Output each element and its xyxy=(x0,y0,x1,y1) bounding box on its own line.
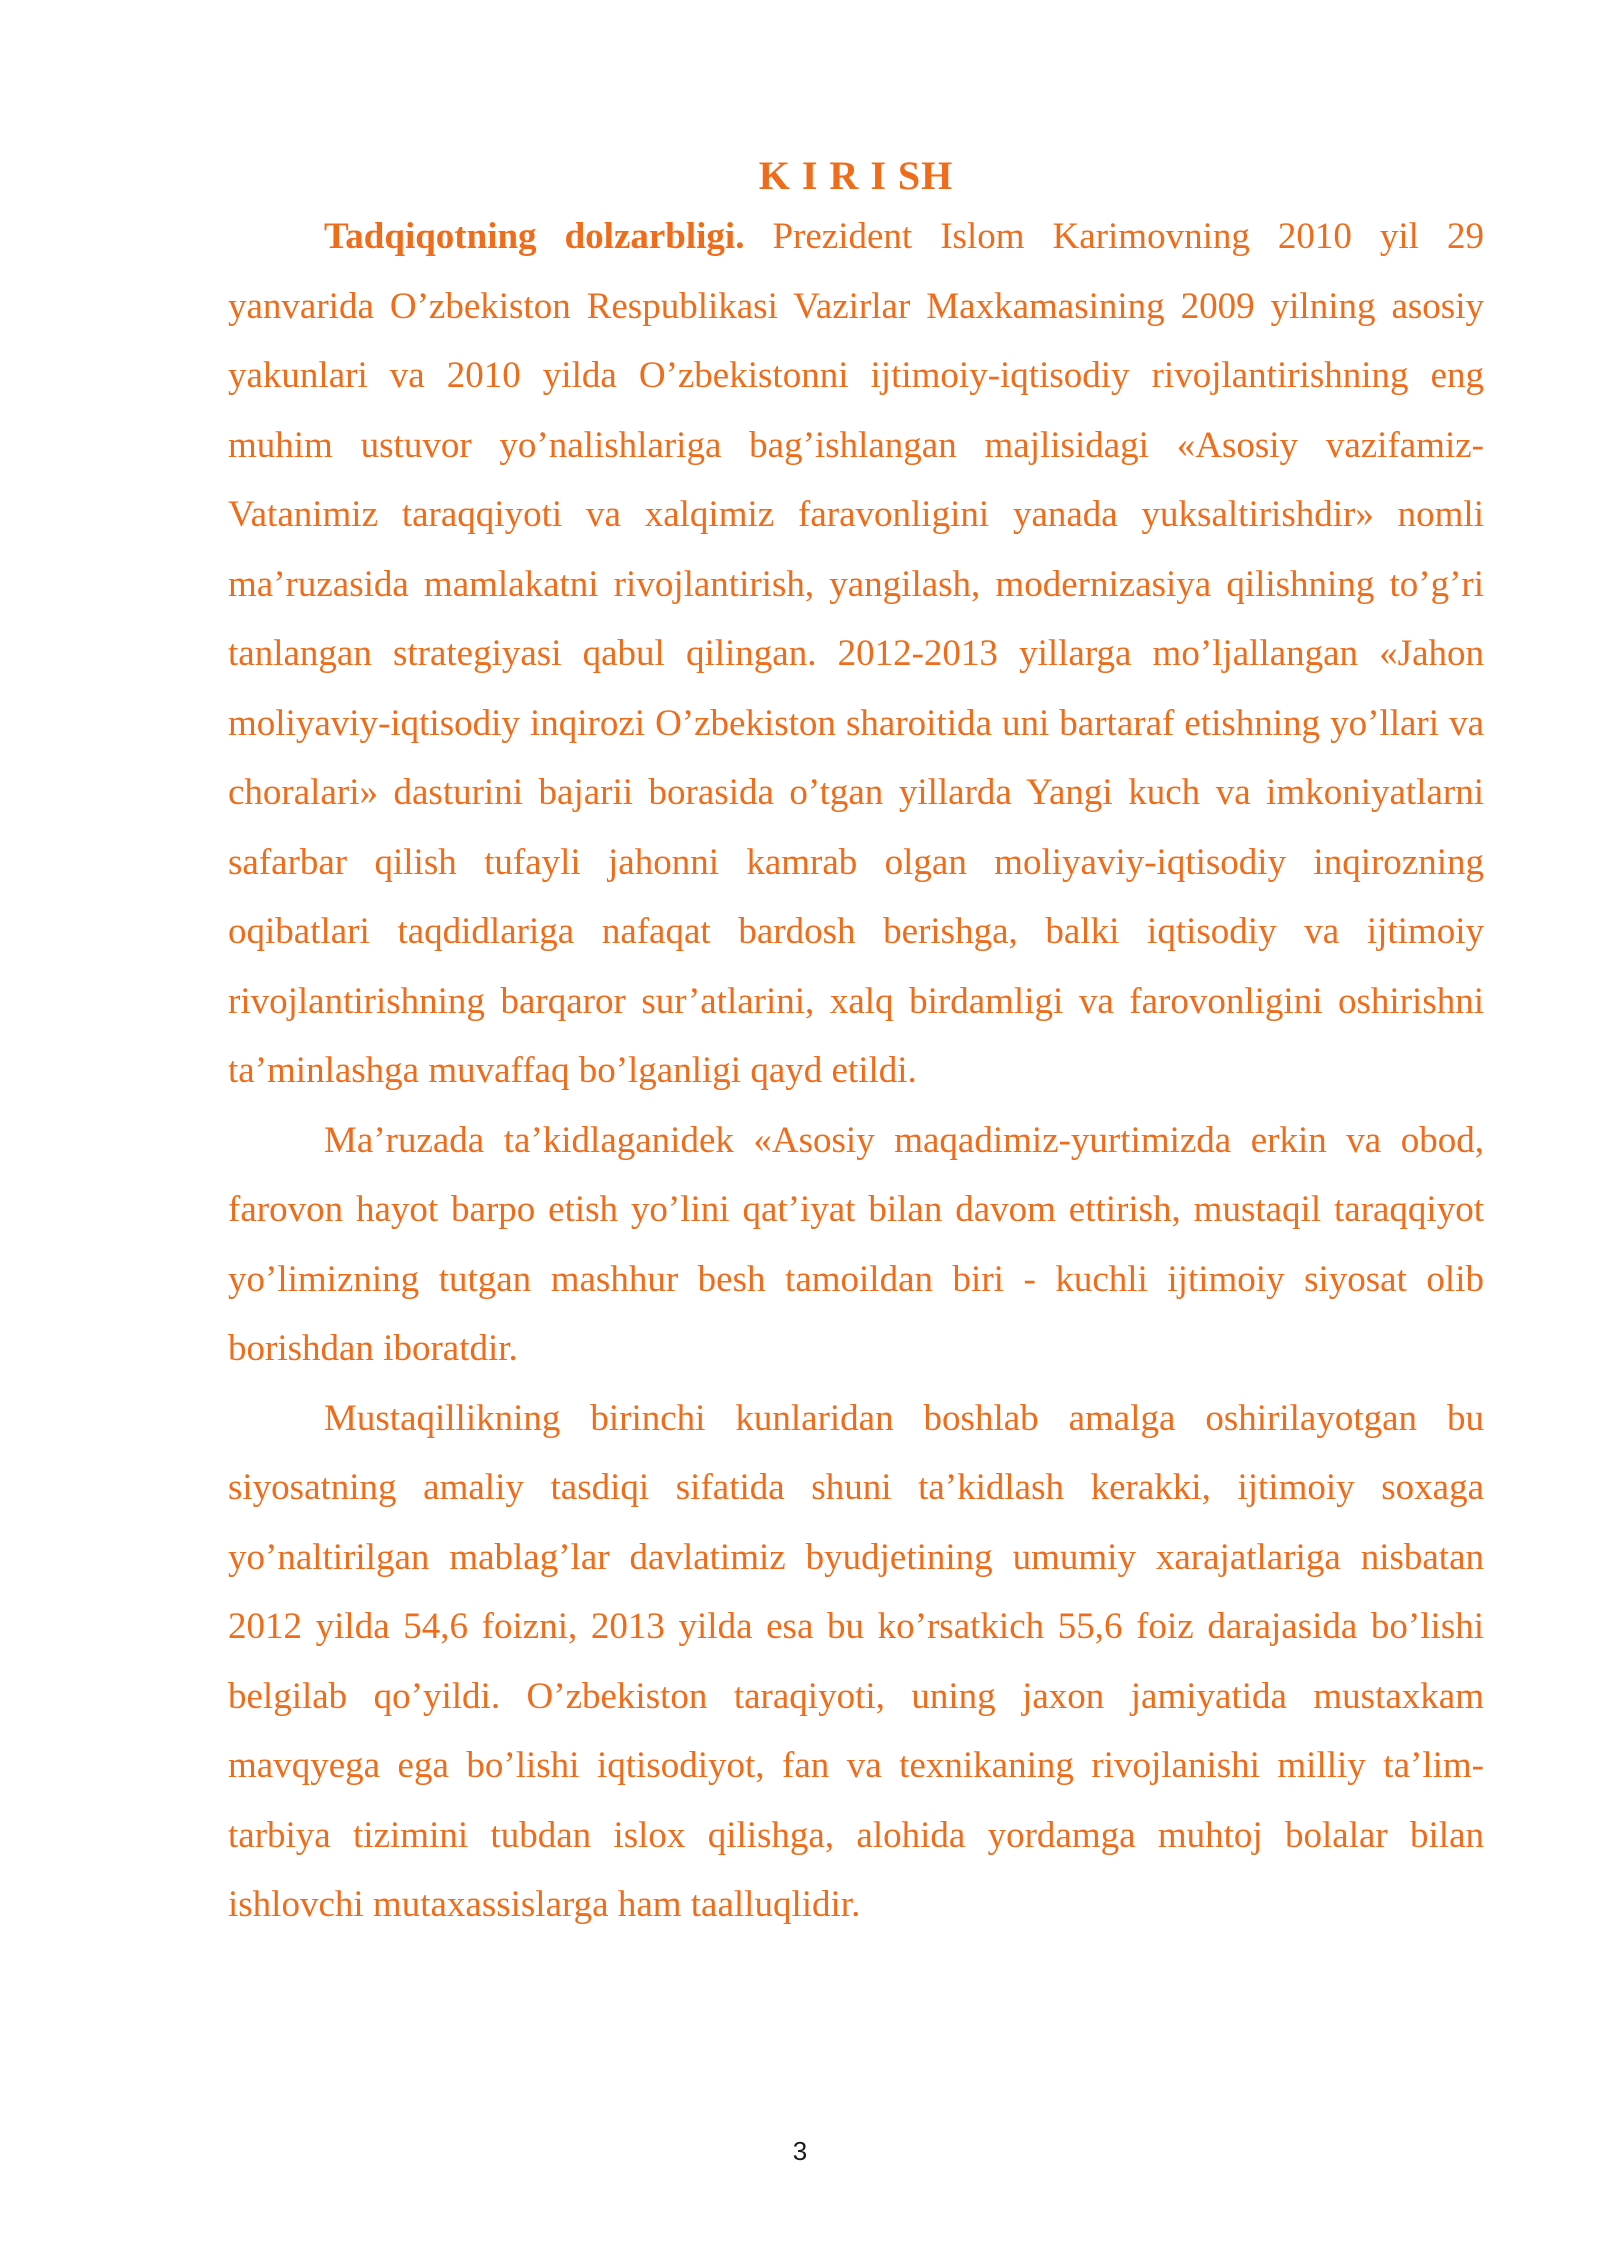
document-page xyxy=(228,150,1484,1940)
paragraph-3 xyxy=(228,1384,1484,1940)
paragraph-text: Ma’ruzada ta’kidlaganidek «Asosiy maqadimiz-yurtimizda erkin va obod, farovon hayot barpo etish yo’lini qat’iyat bilan davom ettirish, mustaqil taraqqiyot yo’limizning tutgan mashhur besh tamoildan biri - kuchli ijtimoiy siyosat olib borishdan iboratdir. xyxy=(228,1119,1484,1369)
page-number: 3 xyxy=(792,2136,808,2166)
paragraph-2 xyxy=(228,1106,1484,1384)
paragraph-lead: Tadqiqotning dolzarbligi. xyxy=(324,216,745,257)
document-heading: K I R I SH xyxy=(758,153,954,198)
paragraph-1 xyxy=(228,202,1484,1106)
paragraph-text: Mustaqillikning birinchi kunlaridan boshlab amalga oshirilayotgan bu siyosatning amaliy tasdiqi sifatida shuni ta’kidlash kerakki, ijtimoiy soxaga yo’naltirilgan mablag’lar davlatimiz byudjetining umumiy xarajatlariga nisbatan 2012 yilda 54,6 foizni, 2013 yilda esa bu ko’rsatkich 55,6 foiz darajasida bo’lishi belgilab qo’yildi. O’zbekiston taraqiyoti, uning jaxon jamiyatida mustaxkam mavqyega ega bo’lishi iqtisodiyot, fan va texnikaning rivojlanishi milliy ta’lim-tarbiya tizimini tubdan islox qilishga, alohida yordamga muhtoj bolalar bilan ishlovchi mutaxassislarga ham taalluqlidir. xyxy=(228,1397,1484,1925)
paragraph-text: Prezident Islom Karimovning 2010 yil 29 yanvarida O’zbekiston Respublikasi Vazirlar Maxkamasining 2009 yilning asosiy yakunlari va 2010 yilda O’zbekistonni ijtimoiy-iqtisodiy rivojlantirishning eng muhim ustuvor yo’nalishlariga bag’ishlangan majlisidagi «Asosiy vazifamiz-Vatanimiz taraqqiyoti va xalqimiz faravonligini yanada yuksaltirishdir» nomli ma’ruzasida mamlakatni rivojlantirish, yangilash, modernizasiya qilishning to’g’ri tanlangan strategiyasi qabul qilingan. 2012-2013 yillarga mo’ljallangan «Jahon moliyaviy-iqtisodiy inqirozi O’zbekiston sharoitida uni bartaraf etishning yo’llari va choralari» dasturini bajarii borasida o’tgan yillarda Yangi kuch va imkoniyatlarni safarbar qilish tufayli jahonni kamrab olgan moliyaviy-iqtisodiy inqirozning oqibatlari taqdidlariga nafaqat bardosh berishga, balki iqtisodiy va ijtimoiy rivojlantirishning barqaror sur’atlarini, xalq birdamligi va farovonligini oshirishni ta’minlashga muvaffaq bo’lganligi qayd etildi. xyxy=(228,216,1484,1091)
